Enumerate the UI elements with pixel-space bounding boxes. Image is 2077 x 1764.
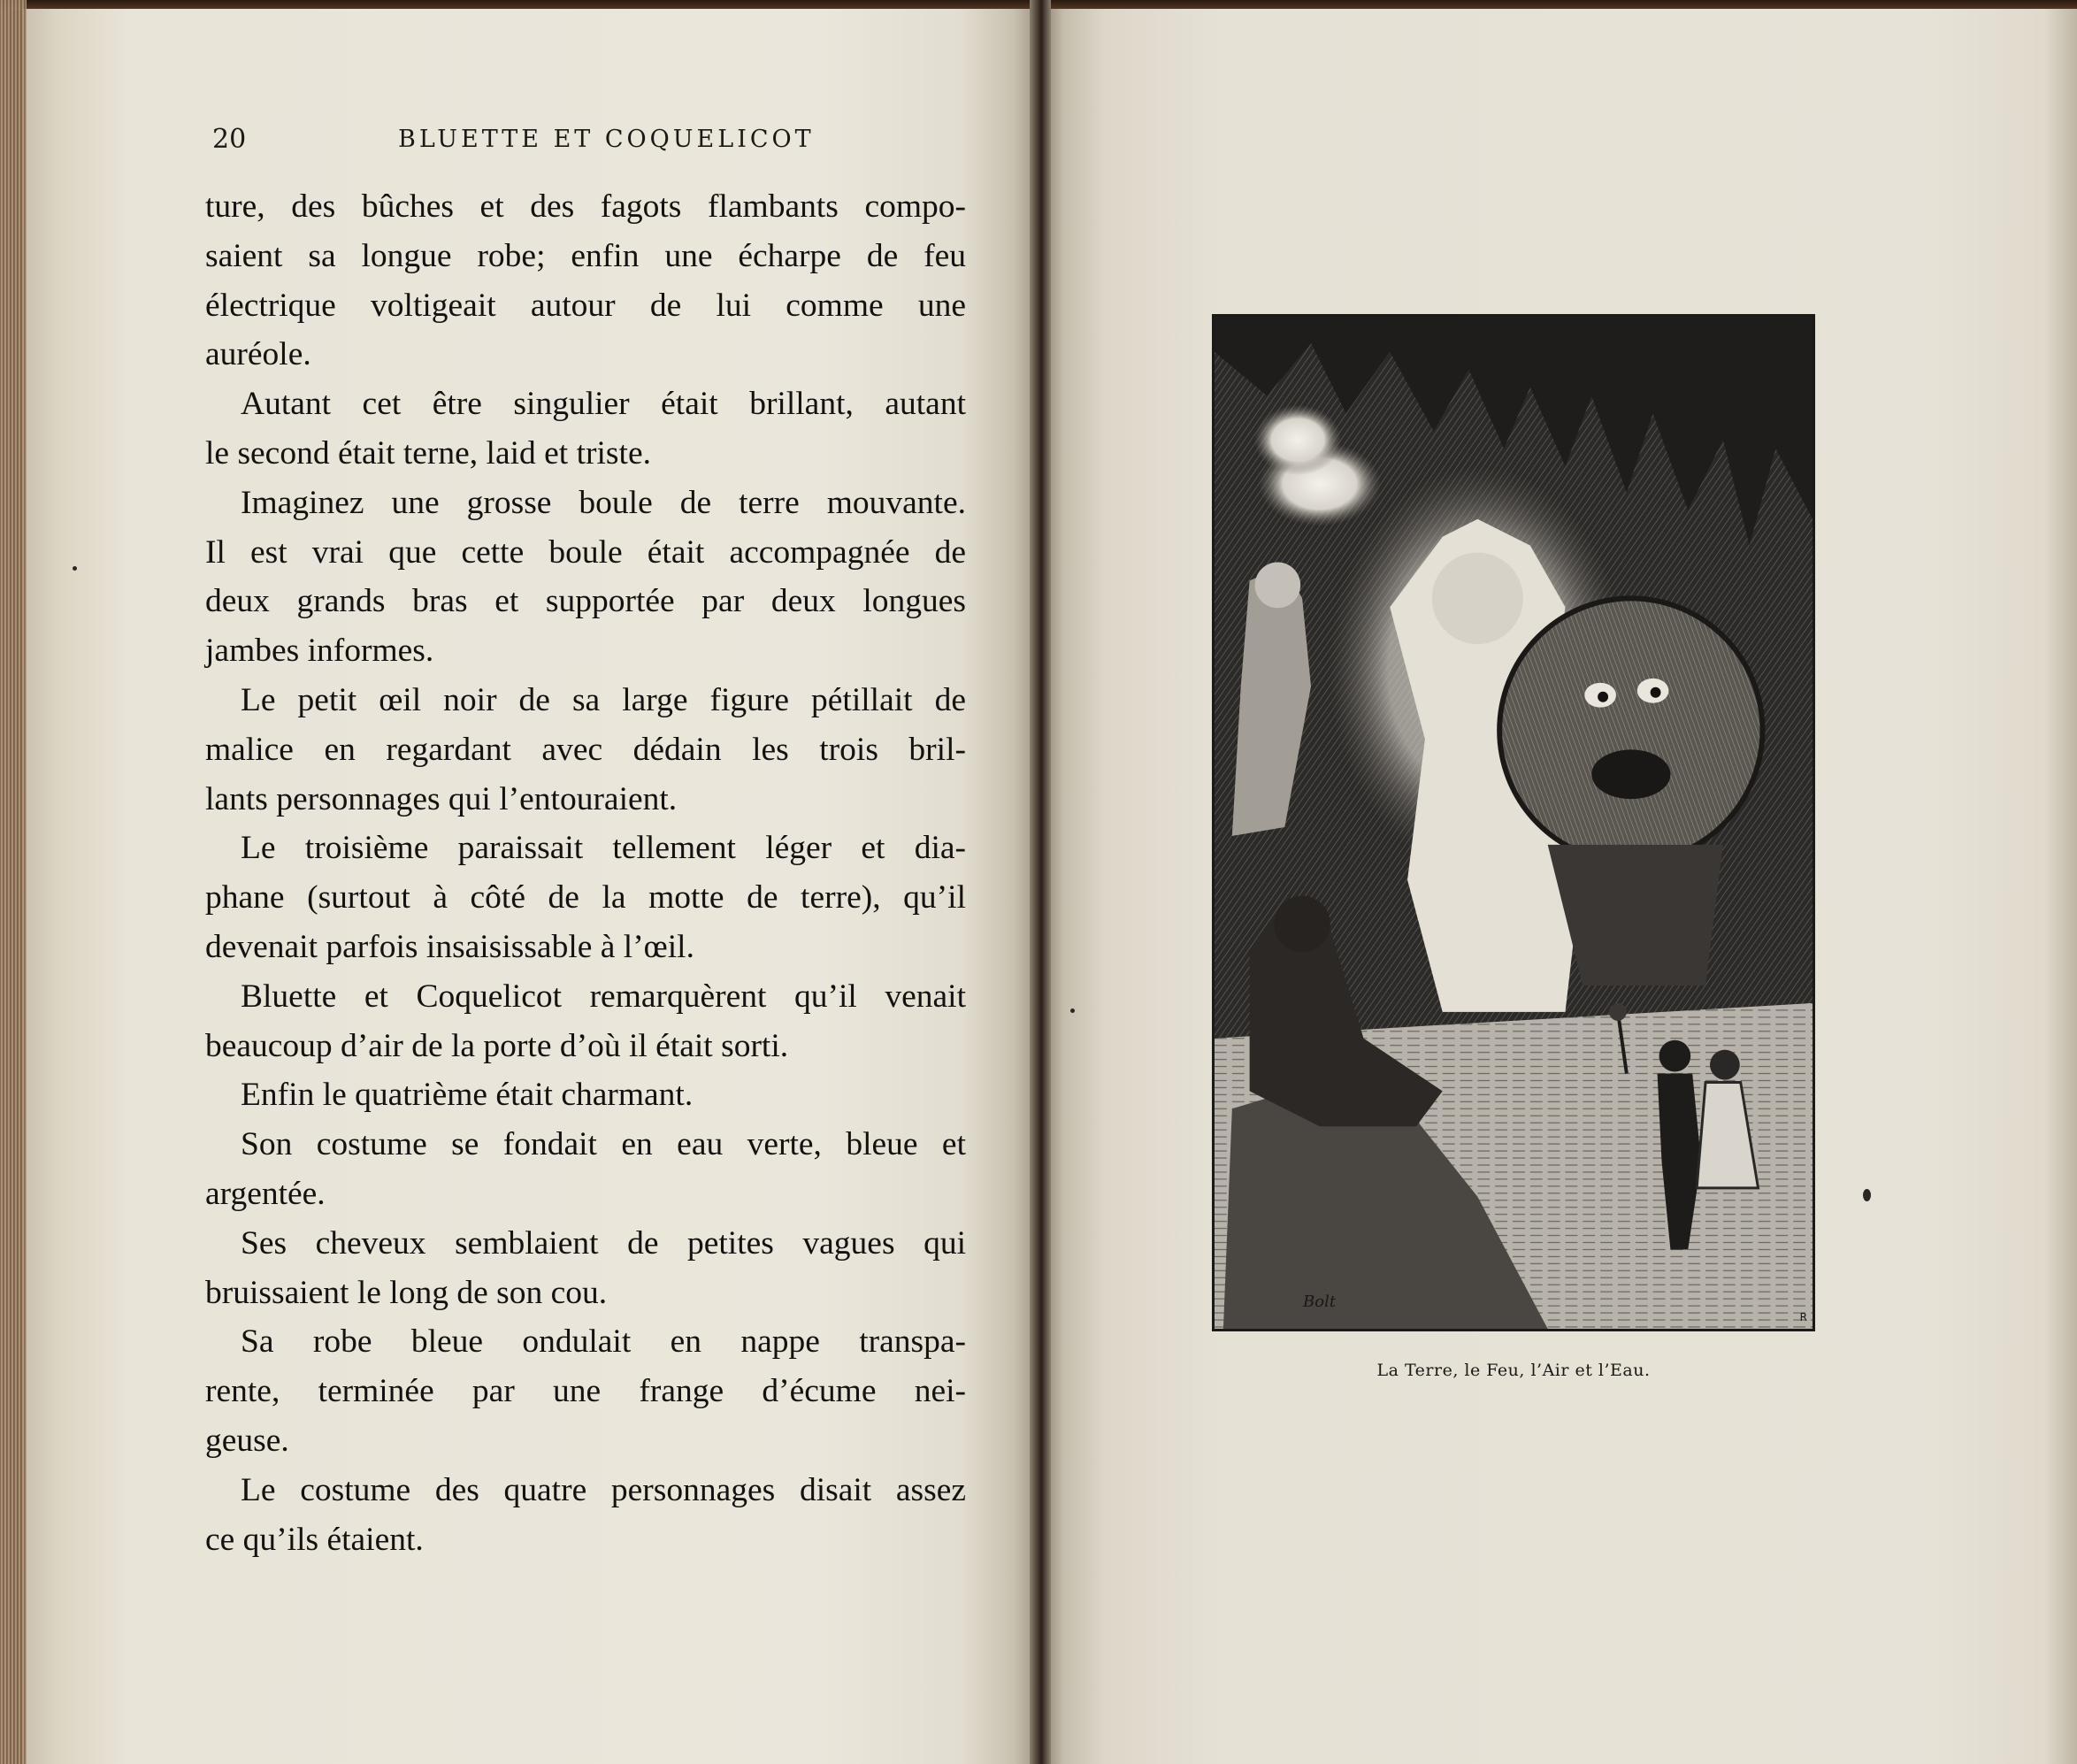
text-line: Ses cheveux semblaient de petites vagues qui — [241, 1224, 966, 1262]
text-line: le second était terne, laid et triste. — [205, 434, 651, 472]
text-line: geuse. — [205, 1422, 289, 1459]
text-line: Imaginez une grosse boule de terre mouvante. — [241, 484, 966, 521]
text-line: beaucoup d’air de la porte d’où il était sorti. — [205, 1027, 789, 1064]
running-head — [212, 124, 973, 159]
text-line: Bluette et Coquelicot remarquèrent qu’il venait — [241, 978, 966, 1015]
text-line: Le costume des quatre personnages disait assez — [241, 1471, 966, 1508]
engraver-mark: R — [1799, 1311, 1807, 1323]
text-line: Enfin le quatrième était charmant. — [241, 1077, 694, 1114]
text-line: bruissaient le long de son cou. — [205, 1274, 608, 1311]
earth-spirit-mouth — [1591, 749, 1670, 799]
text-line: rente, terminée par une frange d’écume nei- — [205, 1373, 966, 1410]
engraving-plate — [1212, 314, 1815, 1331]
illustration-caption: La Terre, le Feu, l’Air et l’Eau. — [1376, 1361, 1651, 1380]
text-line: deux grands bras et supportée par deux longues — [205, 583, 966, 620]
engraving-illustration — [1215, 317, 1813, 1329]
paper-speck — [1863, 1189, 1871, 1201]
text-line: jambes informes. — [205, 633, 434, 670]
book-gutter — [1030, 0, 1051, 1764]
text-line: Il est vrai que cette boule était accompagnée de — [205, 533, 966, 571]
fire-spirit-head — [1432, 553, 1523, 644]
text-line: phane (surtout à côté de la motte de terre), qu’il — [205, 879, 966, 917]
text-line: électrique voltigeait autour de lui comme une — [205, 287, 966, 324]
text-line: argentée. — [205, 1175, 326, 1212]
artist-signature: Bolt — [1303, 1292, 1337, 1311]
text-line: ture, des bûches et des fagots flambants compo- — [205, 188, 966, 225]
text-line: Autant cet être singulier était brillant, autant — [241, 386, 966, 423]
text-line: Le troisième paraissait tellement léger et dia- — [241, 830, 966, 867]
text-line: Son costume se fondait en eau verte, bleue et — [241, 1126, 966, 1163]
text-line: Le petit œil noir de sa large figure pétillait de — [241, 681, 966, 718]
page-number: 20 — [212, 124, 247, 155]
text-line: lants personnages qui l’entouraient. — [205, 780, 678, 817]
text-line: malice en regardant avec dédain les trois bril- — [205, 731, 966, 768]
running-title: BLUETTE ET COQUELICOT — [398, 126, 815, 153]
paper-speck — [1070, 1009, 1075, 1013]
body-text — [205, 182, 966, 1564]
paper-speck — [73, 566, 77, 571]
text-line: devenait parfois insaisissable à l’œil. — [205, 928, 694, 965]
page-stack-edge — [0, 0, 27, 1764]
text-line: saient sa longue robe; enfin une écharpe de feu — [205, 237, 966, 274]
text-line: Sa robe bleue ondulait en nappe transpa- — [241, 1323, 966, 1361]
text-line: auréole. — [205, 336, 311, 373]
text-line: ce qu’ils étaient. — [205, 1521, 424, 1558]
